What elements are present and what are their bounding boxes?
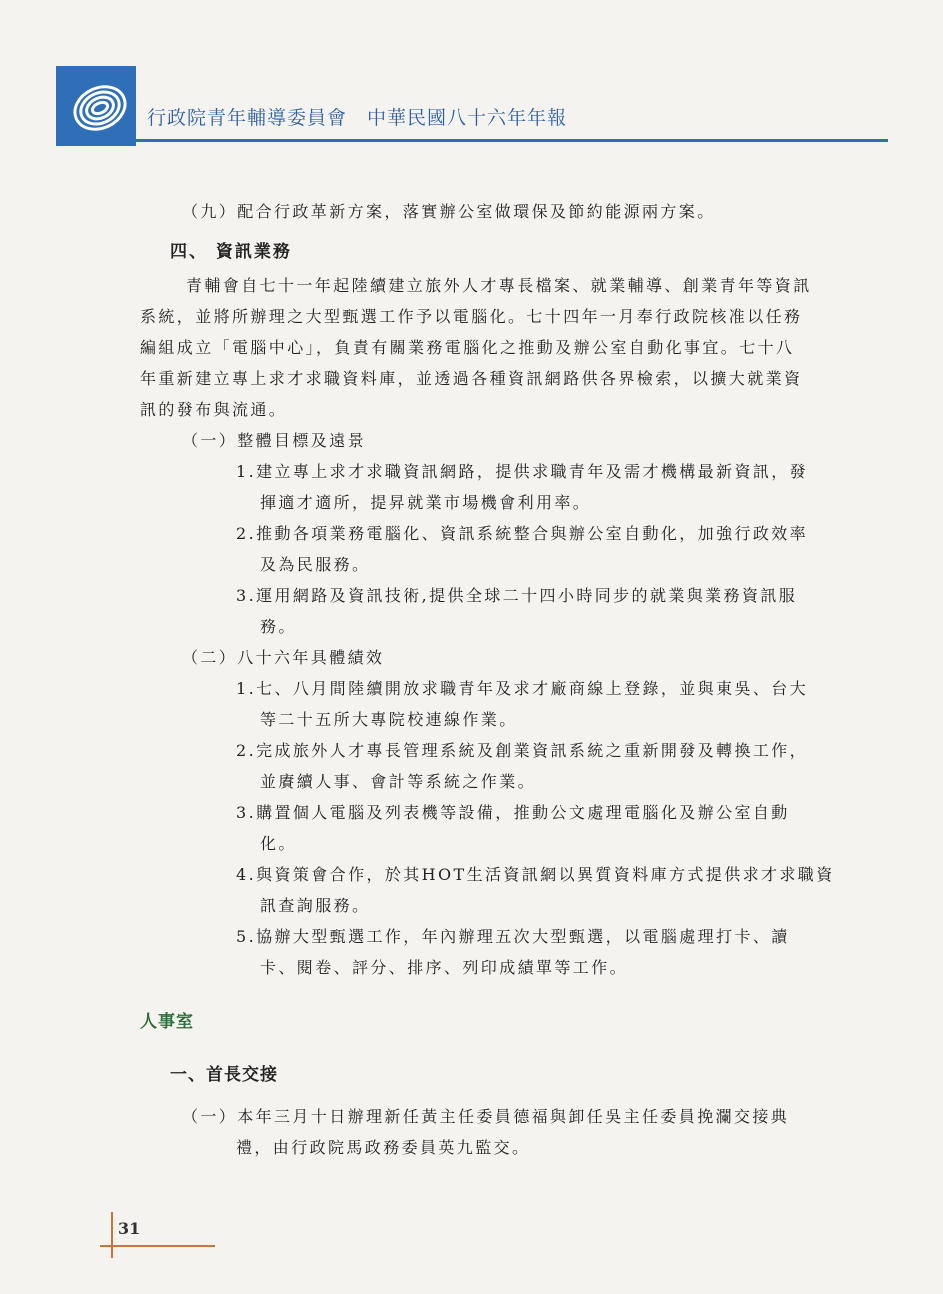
section-heading: 四、 資訊業務 <box>170 242 292 262</box>
list-item: 2.推動各項業務電腦化、資訊系統整合與辦公室自動化，加強行政效率 <box>236 524 809 543</box>
list-item-continuation: 訊查詢服務。 <box>260 896 371 915</box>
page-marker-horizontal <box>100 1245 215 1247</box>
paragraph-line: 系統，並將所辦理之大型甄選工作予以電腦化。七十四年一月奉行政院核准以任務 <box>140 307 803 326</box>
list-item: 3.運用網路及資訊技術,提供全球二十四小時同步的就業與業務資訊服 <box>236 586 798 605</box>
list-item: 2.完成旅外人才專長管理系統及創業資訊系統之重新開發及轉換工作， <box>236 741 809 760</box>
list-item: 1.七、八月間陸續開放求職青年及求才廠商線上登錄，並與東吳、台大 <box>236 679 809 698</box>
list-item-continuation: 及為民服務。 <box>260 555 371 574</box>
item-9: （九）配合行政革新方案，落實辦公室做環保及節約能源兩方案。 <box>182 202 716 221</box>
personnel-section-title: 人事室 <box>140 1012 194 1032</box>
list-item-continuation: 並賡續人事、會計等系統之作業。 <box>260 772 537 791</box>
list-item-continuation: 務。 <box>260 617 297 636</box>
list-item: 5.協辦大型甄選工作，年內辦理五次大型甄選，以電腦處理打卡、讀 <box>236 927 790 946</box>
subsection-heading: （二）八十六年具體績效 <box>182 648 385 667</box>
header-title: 行政院青年輔導委員會 中華民國八十六年年報 <box>147 107 568 129</box>
document-body <box>140 196 912 1163</box>
header-divider <box>136 139 888 142</box>
paragraph-line: 年重新建立專上求才求職資料庫，並透過各種資訊網路供各界檢索，以擴大就業資 <box>140 369 803 388</box>
logo-box <box>56 66 136 146</box>
rings-logo-icon <box>56 66 136 146</box>
list-item-continuation: 化。 <box>260 834 297 853</box>
personnel-item-continuation: 禮，由行政院馬政務委員英九監交。 <box>236 1138 531 1157</box>
personnel-subheading: 一、首長交接 <box>170 1065 278 1085</box>
subsection-heading: （一）整體目標及遠景 <box>182 431 367 450</box>
list-item: 1.建立專上求才求職資訊網路，提供求職青年及需才機構最新資訊，發 <box>236 462 809 481</box>
personnel-item: （一）本年三月十日辦理新任黃主任委員德福與卸任吳主任委員挽瀾交接典 <box>182 1107 790 1126</box>
list-item: 4.與資策會合作，於其HOT生活資訊網以異質資料庫方式提供求才求職資 <box>236 865 835 884</box>
list-item-continuation: 揮適才適所，提昇就業市場機會利用率。 <box>260 493 592 512</box>
list-item-continuation: 等二十五所大專院校連線作業。 <box>260 710 518 729</box>
page-marker-vertical <box>111 1212 113 1258</box>
paragraph-line: 青輔會自七十一年起陸續建立旅外人才專長檔案、就業輔導、創業青年等資訊 <box>186 276 812 295</box>
list-item-continuation: 卡、閱卷、評分、排序、列印成績單等工作。 <box>260 958 629 977</box>
page-number: 31 <box>118 1219 141 1238</box>
section-paragraph <box>140 270 912 425</box>
paragraph-line: 編組成立「電腦中心」，負責有關業務電腦化之推動及辦公室自動化事宜。七十八 <box>140 338 795 357</box>
paragraph-line: 訊的發布與流通。 <box>140 400 288 419</box>
list-item: 3.購置個人電腦及列表機等設備，推動公文處理電腦化及辦公室自動 <box>236 803 790 822</box>
